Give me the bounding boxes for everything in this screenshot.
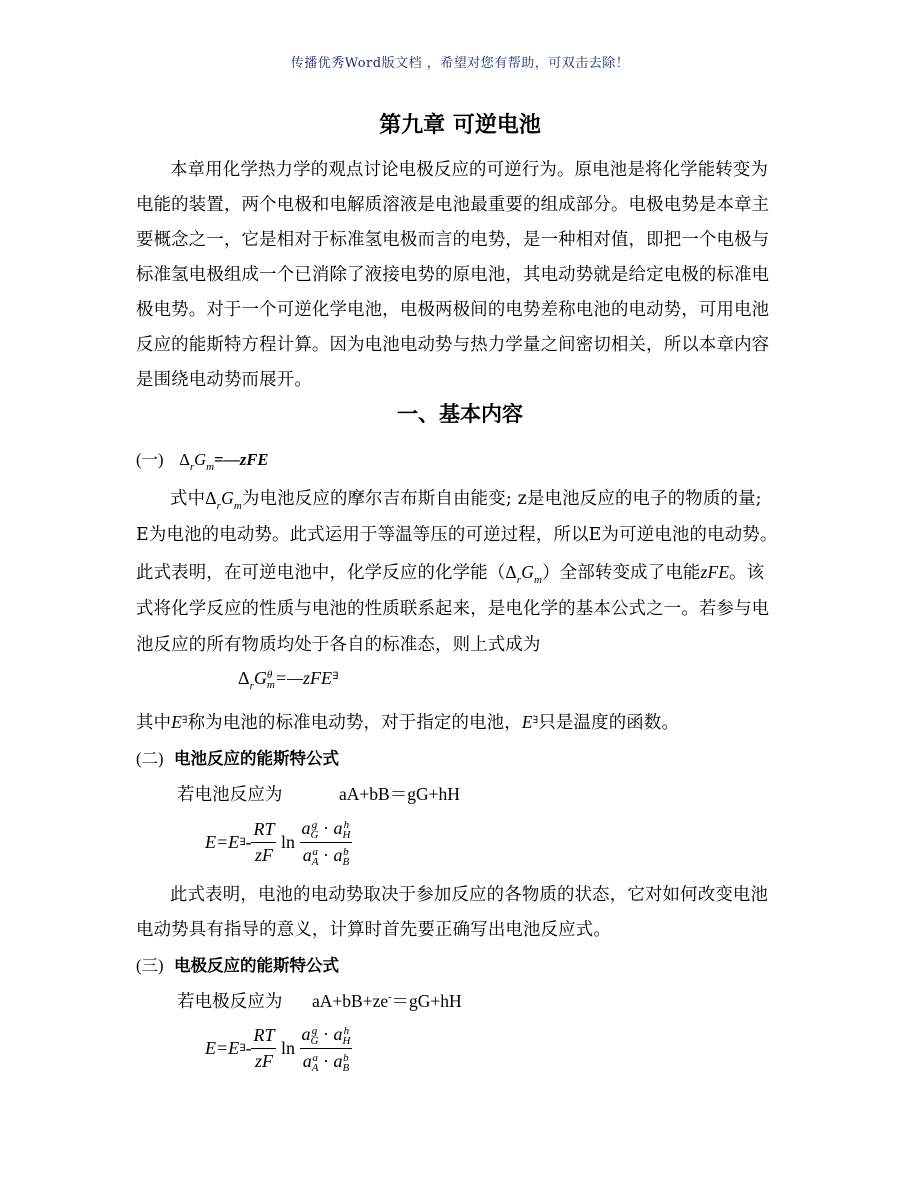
intro-line: 极电势。对于一个可逆化学电池，电极两极间的电势差称电池的电动势，可用电池 <box>136 300 770 320</box>
delta-symbol: Δ <box>505 562 517 582</box>
sub: G <box>310 828 319 841</box>
subsection-number: (一) <box>136 450 164 469</box>
electron-charge: - <box>388 992 392 1004</box>
reaction-products: ＝gG+hH <box>391 991 462 1011</box>
subsection-1-heading <box>136 446 268 473</box>
electrode-reaction <box>312 988 462 1013</box>
delta-symbol: Δ <box>179 450 190 469</box>
activity-numerator <box>300 818 353 843</box>
subscript-m: m <box>233 500 242 512</box>
text: 为电池反应的摩尔吉布斯自由能变; z是电池反应的电子的物质的量; <box>241 489 762 509</box>
subsection-number: (二) <box>136 749 164 768</box>
intro-line: 是围绕电动势而展开。 <box>136 370 312 390</box>
cell-reaction: aA+bB＝gG+hH <box>339 784 460 804</box>
symbol-E: E <box>171 712 183 732</box>
reaction-reactants: aA+bB+ze <box>312 991 389 1011</box>
sub: H <box>342 1034 351 1047</box>
intro-line: 反应的能斯特方程计算。因为电池电动势与热力学量之间密切相关，所以本章内容 <box>136 335 770 355</box>
standard-symbol: ∃ <box>532 715 539 726</box>
standard-symbol: ∃ <box>331 671 339 682</box>
sup: g <box>311 818 318 831</box>
dot: · <box>322 1050 329 1071</box>
intro-line: 本章用化学热力学的观点讨论电极反应的可逆行为。原电池是将化学能转变为 <box>170 160 769 180</box>
sub2-line: 电动势具有指导的意义，计算时首先要正确写出电池反应式。 <box>136 920 611 940</box>
symbol-G: G <box>194 450 207 469</box>
sub: H <box>342 828 351 841</box>
ln: ln <box>280 831 295 852</box>
subscript-r: r <box>189 461 195 473</box>
rt-over-zf <box>251 819 276 866</box>
sub: A <box>311 1061 319 1074</box>
reaction-label: 若电极反应为 <box>177 992 283 1012</box>
zfe-symbol: zFE <box>700 562 730 582</box>
sub1-line <box>136 558 764 586</box>
std-note-line <box>136 708 679 733</box>
symbol-G: G <box>521 562 535 582</box>
sub1-line: 式将化学反应的性质与电池的性质联系起来，是电化学的基本公式之一。若参与电 <box>136 599 770 619</box>
delta-symbol: Δ <box>205 488 217 508</box>
sup: a <box>312 1051 318 1064</box>
intro-line: 要概念之一，它是相对于标准氢电极而言的电势，是一种相对值，即把一个电极与 <box>136 230 770 250</box>
nernst-equation-cell <box>205 818 352 867</box>
numerator: RT <box>251 1025 276 1049</box>
symbol-E: E <box>521 712 533 732</box>
numerator: RT <box>251 819 276 843</box>
text: 称为电池的标准电动势，对于指定的电池， <box>187 713 522 733</box>
sup: g <box>311 1024 318 1037</box>
standard-symbol: ∃ <box>239 836 246 848</box>
formula-rhs: =—zFE <box>214 450 269 469</box>
minus: - <box>245 831 252 852</box>
subsection-number: (三) <box>136 956 164 975</box>
dot: · <box>322 844 329 865</box>
sub: B <box>342 855 350 868</box>
text: 式中 <box>170 489 206 509</box>
text: 此式表明，在可逆电池中，化学反应的化学能（ <box>136 563 506 583</box>
activity-numerator <box>300 1024 353 1049</box>
sub2-line: 此式表明，电池的电动势取决于参加反应的各物质的状态，它对如何改变电池 <box>170 885 769 905</box>
a: a <box>333 1050 343 1071</box>
activity-denominator <box>300 1049 353 1073</box>
denominator: zF <box>254 1050 273 1071</box>
text: 只是温度的函数。 <box>538 713 680 733</box>
subscript-m: m <box>206 461 215 473</box>
standard-symbol: ∃ <box>182 715 188 726</box>
sup: h <box>343 818 350 831</box>
subsection-3-heading <box>136 952 339 976</box>
sub1-line: 池反应的所有物质均处于各自的标准态，则上式成为 <box>136 635 541 655</box>
symbol-G: G <box>253 668 267 688</box>
a: a <box>333 818 343 838</box>
sub1-line <box>170 484 762 512</box>
text: 。该 <box>729 563 765 583</box>
dot: · <box>322 818 329 838</box>
a: a <box>302 844 312 865</box>
sup: h <box>343 1024 350 1037</box>
superscript-theta: θ <box>266 668 273 681</box>
subsection-title: 电极反应的能斯特公式 <box>174 956 339 975</box>
sub: B <box>342 1061 350 1074</box>
lhs: E=E <box>205 1037 240 1058</box>
sub: A <box>311 855 319 868</box>
sub1-line: E为电池的电动势。此式运用于等温等压的可逆过程，所以E为可逆电池的电动势。 <box>136 525 778 545</box>
standard-gibbs-formula <box>238 668 338 692</box>
banner-notice: 传播优秀Word版文档 ，希望对您有帮助，可双击去除！ <box>290 56 630 71</box>
a: a <box>301 818 311 838</box>
denominator: zF <box>254 844 273 865</box>
formula-inline <box>505 562 543 586</box>
sup: b <box>343 1051 349 1064</box>
minus: - <box>245 1037 252 1058</box>
a: a <box>333 1024 343 1044</box>
activity-denominator <box>300 843 353 867</box>
subscript-r: r <box>249 680 254 692</box>
delta-symbol: Δ <box>238 668 250 688</box>
subsection-2-heading <box>136 745 339 769</box>
symbol-G: G <box>221 488 234 508</box>
sub: G <box>310 1034 319 1047</box>
intro-line: 电能的装置，两个电极和电解质溶液是电池最重要的组成部分。电极电势是本章主 <box>136 195 770 215</box>
subsection-title: 电池反应的能斯特公式 <box>174 749 339 768</box>
text: 其中 <box>136 713 172 733</box>
sup: a <box>312 845 318 858</box>
subscript-m: m <box>266 678 275 691</box>
text: ）全部转变成了电能 <box>542 563 701 583</box>
nernst-equation-electrode <box>205 1024 352 1073</box>
a: a <box>301 1024 311 1044</box>
formula-inline <box>205 488 242 512</box>
intro-line: 标准氢电极组成一个已消除了液接电势的原电池，其电动势就是给定电极的标准电 <box>136 265 770 285</box>
activity-ratio <box>300 818 353 867</box>
formula-gibbs <box>179 450 269 473</box>
subscript-r: r <box>216 500 222 512</box>
subscript-m: m <box>534 574 543 586</box>
reaction-label: 若电池反应为 <box>177 785 283 805</box>
theta-m-scripts <box>267 670 275 690</box>
ln: ln <box>280 1037 295 1058</box>
a: a <box>333 844 343 865</box>
chapter-title: 第九章 可逆电池 <box>379 113 541 138</box>
lhs: E=E <box>205 831 240 852</box>
dot: · <box>322 1024 329 1044</box>
subscript-r: r <box>516 574 522 586</box>
activity-ratio <box>300 1024 353 1073</box>
section-title: 一、基本内容 <box>397 402 523 426</box>
rt-over-zf <box>251 1025 276 1072</box>
standard-symbol: ∃ <box>239 1042 246 1054</box>
sup: b <box>343 845 349 858</box>
a: a <box>302 1050 312 1071</box>
formula-rhs: =—zFE <box>274 668 332 688</box>
